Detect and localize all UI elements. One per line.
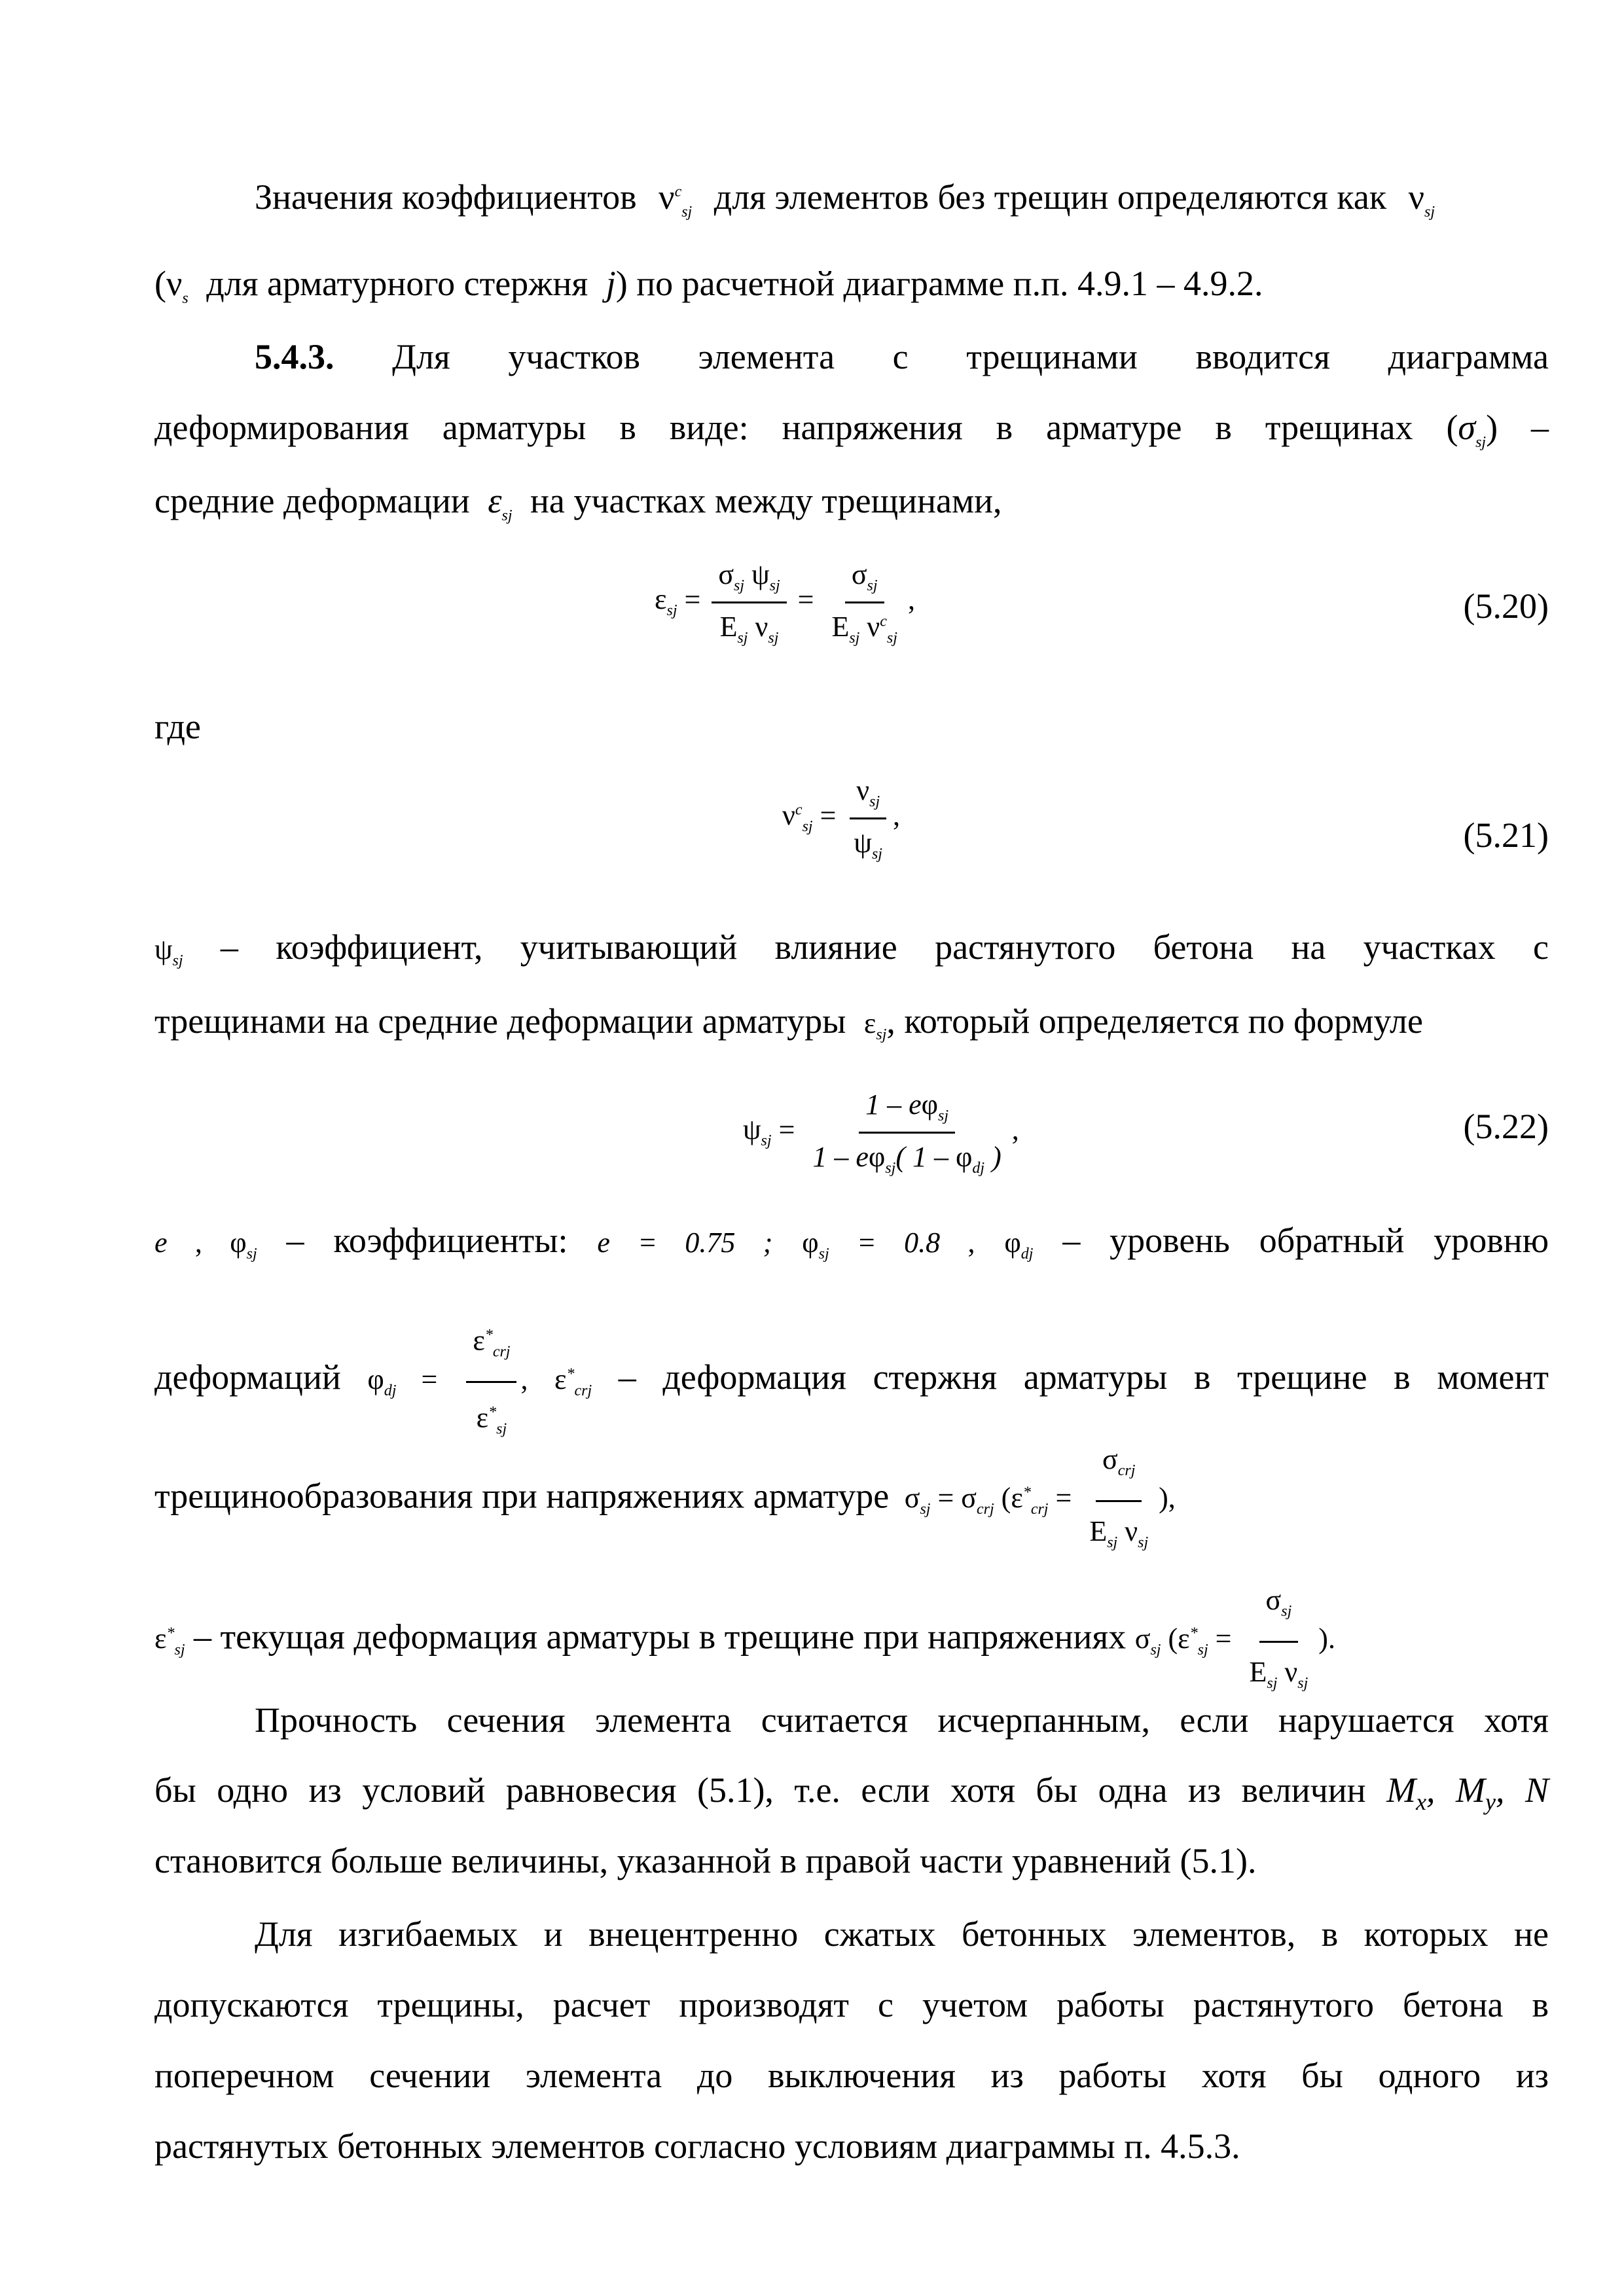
where-label: где [154, 707, 201, 746]
strength-line-1: Прочность сечения элемента считается исчерпанным, если нарушается хотя [255, 1700, 1549, 1740]
current-deformation-line: $\varepsilon^*_{sj}$ – текущая деформация арматуры в трещине при напряжениях $\sigma_{sj}$ ($\varepsilon^*_{sj}$ = $\frac{\sigma_{sj}}{E_{sj} \nu_{sj}}$ ). [154, 1577, 1549, 1706]
epsilon-crj-symbol: $\varepsilon^*_{crj}$ [554, 1363, 592, 1399]
psi-definition-line-2: трещинами на средние деформации арматуры $\varepsilon_{sj}$, который определяется по формуле [154, 1001, 1423, 1043]
epsilon-sj-symbol-2: $\varepsilon_{sj}$ [863, 1007, 887, 1043]
section-5-4-3-line-1: 5.4.3. Для участков элемента с трещинами вводится диаграмма [255, 337, 1549, 376]
paragraph-1-line-1: Значения коэффициентов $\nu^c_{sj}$ для элементов без трещин определяются как $\nu_{sj}$ [255, 177, 1435, 221]
equation-number-5-22: (5.22) [1463, 1107, 1549, 1146]
section-5-4-3-line-3: средние деформации $\varepsilon_{sj}$ на участках между трещинами, [154, 481, 1002, 524]
phi-dj-fraction: $\varphi_{dj}$ = $\frac{\varepsilon^*_{crj}}{\varepsilon^*_{sj}}$ , [367, 1363, 528, 1395]
bending-line-2: допускаются трещины, расчет производят с учетом работы растянутого бетона в [154, 1985, 1549, 2024]
equation-number-5-21: (5.21) [1463, 816, 1549, 855]
epsilon-sj-symbol: $\varepsilon_{sj}$ [488, 481, 513, 524]
bending-line-3: поперечном сечении элемента до выключения из работы хотя бы одного из [154, 2056, 1549, 2095]
coefficients-line: e , $\varphi_{sj}$ – коэффициенты: e = 0.75 ; $\varphi_{sj} = 0.8$ , $\varphi_{dj}$ – уровень обратный уровню [154, 1221, 1549, 1263]
nu-s-symbol: $\nu_s$ [166, 264, 189, 307]
equation-5-21: $\nu^c_{sj}$ = $\frac{\nu_{sj}}{\psi_{sj}}$ , [782, 774, 900, 863]
bending-line-1: Для изгибаемых и внецентренно сжатых бетонных элементов, в которых не [255, 1914, 1549, 1954]
nu-sj-symbol: $\nu_{sj}$ [1408, 177, 1435, 221]
sigma-crj-expression: $\sigma_{sj} = \sigma_{crj}$ ($\varepsilon^*_{crj}$ = $\frac{\sigma_{crj}}{E_{sj} \nu_{sj}}$ ), [905, 1482, 1176, 1514]
equation-5-20: $\varepsilon_{sj}$ = $\frac{\sigma_{sj} \psi_{sj}}{E_{sj} \nu_{sj}}$ = $\frac{\sigma_{sj}}{E_{sj} \nu^c_{sj}}$ , [655, 558, 915, 647]
bending-line-4: растянутых бетонных элементов согласно условиям диаграммы п. 4.5.3. [154, 2126, 1240, 2166]
phi-sj-value: $\varphi_{sj} = 0.8$ , [802, 1227, 975, 1263]
sigma-sj-expression: $\sigma_{sj}$ ($\varepsilon^*_{sj}$ = $\frac{\sigma_{sj}}{E_{sj} \nu_{sj}}$ ). [1135, 1623, 1335, 1655]
strength-line-2: бы одно из условий равновесия (5.1), т.е. если хотя бы одна из величин $M_x$, $M_y$, N [154, 1770, 1549, 1815]
phi-dj-symbol: $\varphi_{dj}$ [1004, 1227, 1034, 1263]
equation-number-5-20: (5.20) [1463, 586, 1549, 626]
psi-sj-symbol: $\psi_{sj}$ [154, 933, 183, 969]
e-phi-sj-symbol: e , $\varphi_{sj}$ [154, 1227, 257, 1263]
equation-5-22: $\psi_{sj}$ = $\frac{1 - e\varphi_{sj}}{1 - e\varphi_{sj}( 1 - \varphi_{dj} )}$ , [743, 1088, 1019, 1177]
epsilon-sj-star-symbol: $\varepsilon^*_{sj}$ [154, 1623, 185, 1659]
deformations-line: деформаций $\varphi_{dj}$ = $\frac{\varepsilon^*_{crj}}{\varepsilon^*_{sj}}$ , $\varepsilon^*_{crj}$ – деформация стержня арматуры в трещине в момент [154, 1312, 1549, 1452]
cracking-line: трещинообразования при напряжениях арматуре $\sigma_{sj} = \sigma_{crj}$ ($\varepsilon^*_{crj}$ = $\frac{\sigma_{crj}}{E_{sj} \nu_{sj}}$ ), [154, 1437, 1549, 1566]
strength-line-3: становится больше величины, указанной в правой части уравнений (5.1). [154, 1841, 1257, 1880]
paragraph-1-line-2: ($\nu_s$ для арматурного стержня j) по расчетной диаграмме п.п. 4.9.1 – 4.9.2. [154, 264, 1263, 307]
nu-sj-c-symbol: $\nu^c_{sj}$ [659, 177, 693, 221]
section-5-4-3-line-2: деформирования арматуры в виде: напряжения в арматуре в трещинах $(\sigma_{sj})$ – [154, 408, 1549, 451]
psi-definition-line-1: $\psi_{sj}$ – коэффициент, учитывающий влияние растянутого бетона на участках с [154, 927, 1549, 969]
sigma-sj-paren: $(\sigma_{sj})$ [1446, 408, 1498, 451]
